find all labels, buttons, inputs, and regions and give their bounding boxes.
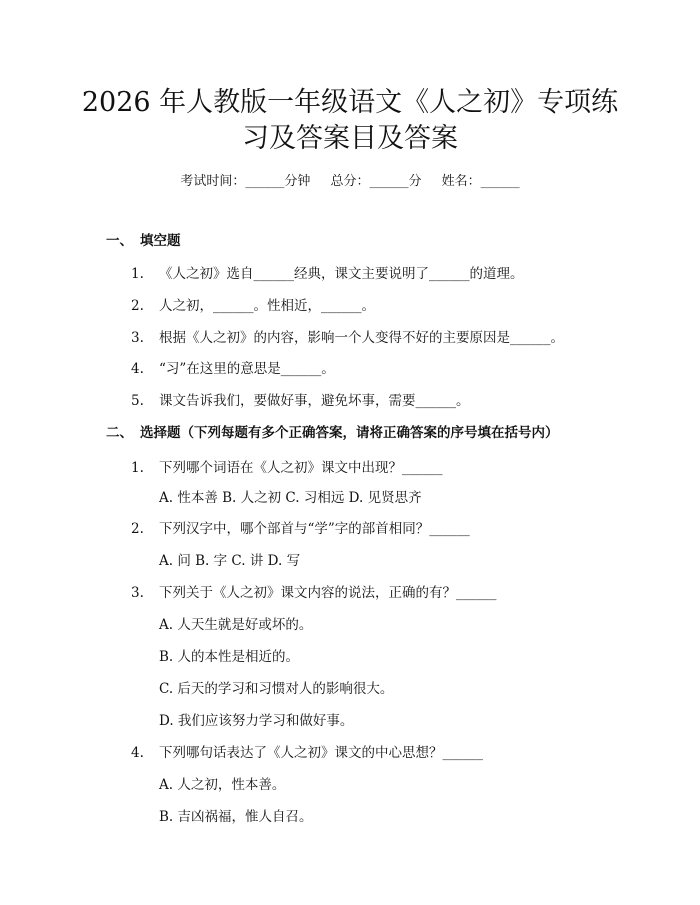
question-text: 根据《人之初》的内容，影响一个人变得不好的主要原因是______。 [159, 330, 564, 346]
document-title-line-1: 2026 年人教版一年级语文《人之初》专项练 [81, 87, 619, 118]
question-text: 人之初，______。性相近，______。 [159, 298, 375, 314]
section-title: 选择题（下列每题有多个正确答案，请将正确答案的序号填在括号内） [140, 425, 559, 441]
answer-options: A. 性本善 B. 人之初 C. 习相远 D. 见贤思齐 [159, 490, 422, 506]
question-text: “习”在这里的意思是______。 [159, 361, 335, 377]
question-number: 5. [131, 393, 144, 409]
question-number: 3. [131, 330, 144, 346]
question-text: 下列哪句话表达了《人之初》课文的中心思想？______ [159, 745, 483, 761]
answer-options: A. 问 B. 字 C. 讲 D. 写 [159, 553, 301, 569]
question-text: 下列汉字中，哪个部首与“学”字的部首相同？______ [159, 521, 470, 537]
question-item [131, 389, 470, 409]
exam-time: 考试时间：______分钟 [180, 174, 311, 189]
answer-option: A. 人天生就是好或坏的。 [159, 617, 313, 633]
section-heading-fill-blank [106, 229, 181, 249]
question-item [131, 741, 483, 761]
question-text: 下列哪个词语在《人之初》课文中出现？______ [159, 460, 443, 476]
question-number: 2. [131, 298, 144, 314]
question-item [131, 517, 470, 537]
document-title-line-2: 习及答案目及答案 [242, 123, 458, 154]
question-item [131, 326, 564, 346]
question-item [131, 456, 443, 476]
section-heading-multiple-choice [106, 421, 559, 441]
answer-option: A. 人之初，性本善。 [159, 777, 286, 793]
question-number: 4. [131, 745, 144, 761]
question-item [131, 581, 497, 601]
question-number: 2. [131, 521, 144, 537]
question-number: 1. [131, 266, 144, 282]
answer-option: C. 后天的学习和习惯对人的影响很大。 [159, 681, 394, 697]
answer-option: B. 人的本性是相近的。 [159, 649, 300, 665]
exam-meta [0, 170, 700, 189]
question-item [131, 357, 335, 377]
answer-option: D. 我们应该努力学习和做好事。 [159, 713, 354, 729]
question-number: 1. [131, 460, 144, 476]
section-title: 填空题 [140, 233, 181, 249]
answer-option: B. 吉凶祸福，惟人自召。 [159, 809, 313, 825]
question-item [131, 294, 375, 314]
question-number: 3. [131, 585, 144, 601]
question-number: 4. [131, 361, 144, 377]
section-number: 一、 [106, 233, 133, 249]
student-name: 姓名：______ [441, 174, 520, 189]
question-text: 下列关于《人之初》课文内容的说法，正确的有？______ [159, 585, 497, 601]
question-text: 《人之初》选自______经典，课文主要说明了______的道理。 [159, 266, 524, 282]
exam-score: 总分：______分 [330, 174, 422, 189]
question-text: 课文告诉我们，要做好事，避免坏事，需要______。 [159, 393, 470, 409]
question-item [131, 262, 524, 282]
section-number: 二、 [106, 425, 133, 441]
